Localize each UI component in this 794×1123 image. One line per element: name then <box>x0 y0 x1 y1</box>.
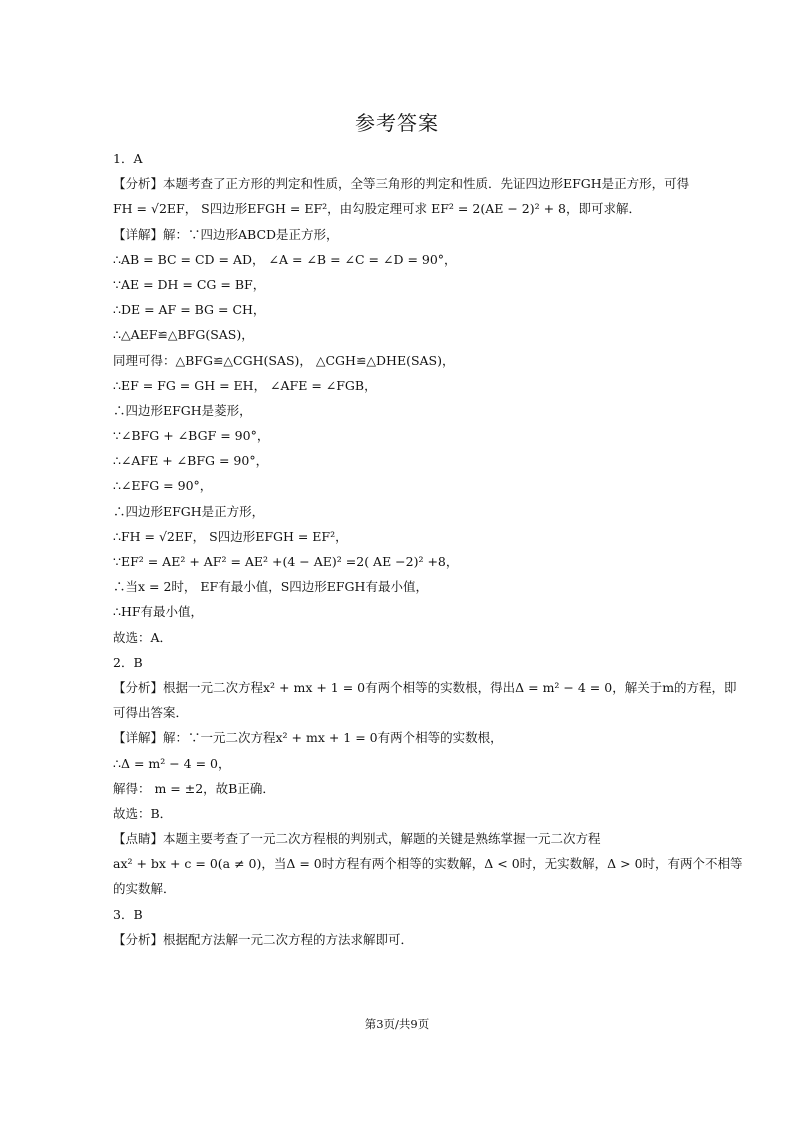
text-line: ∵AE = DH = CG = BF， <box>113 276 266 292</box>
text-line: ∴FH = √2EF， S四边形EFGH = EF²， <box>113 528 348 544</box>
text-line: ∴四边形EFGH是正方形， <box>113 503 265 519</box>
answer-content <box>113 146 743 952</box>
text-line: ∴四边形EFGH是菱形， <box>113 402 252 418</box>
text-line: 【点睛】本题主要考查了一元二次方程根的判别式，解题的关键是熟练掌握一元二次方程 <box>113 831 601 847</box>
text-line: ax² + bx + c = 0(a ≠ 0)，当Δ = 0时方程有两个相等的实数解，Δ < 0时，无实数解，Δ > 0时，有两个不相等 <box>113 856 743 872</box>
text-line: ∴Δ = m² − 4 = 0， <box>113 755 231 771</box>
text-line: 2．B <box>113 654 143 670</box>
text-line: ∴△AEF≌△BFG(SAS)， <box>113 327 254 343</box>
text-line: ∴∠AFE + ∠BFG = 90°， <box>113 453 269 469</box>
text-line: 【详解】解：∵四边形ABCD是正方形， <box>113 226 339 242</box>
text-line: ∵EF² = AE² + AF² = AE² +(4 − AE)² =2( AE −2)² +8， <box>113 554 459 569</box>
text-line: 【分析】根据一元二次方程x² + mx + 1 = 0有两个相等的实数根，得出Δ = m² − 4 = 0，解关于m的方程，即 <box>113 679 737 695</box>
text-line: 可得出答案． <box>113 705 189 721</box>
text-line: 解得： m = ±2，故B正确． <box>113 780 275 796</box>
text-line: 故选：B． <box>113 805 173 821</box>
text-line: 【详解】解：∵一元二次方程x² + mx + 1 = 0有两个相等的实数根， <box>113 730 503 746</box>
text-line: ∵∠BFG + ∠BGF = 90°， <box>113 428 270 444</box>
page-title: 参考答案 <box>355 111 439 135</box>
text-line: 同理可得：△BFG≌△CGH(SAS)， △CGH≌△DHE(SAS)， <box>113 352 455 368</box>
text-line: ∴EF = FG = GH = EH， ∠AFE = ∠FGB， <box>113 377 377 393</box>
text-line: 故选：A． <box>113 629 173 645</box>
text-line: ∴DE = AF = BG = CH， <box>113 302 266 318</box>
text-line: 3．B <box>113 906 143 922</box>
text-line: 1．A <box>113 151 143 166</box>
text-line: ∴当x = 2时， EF有最小值，S四边形EFGH有最小值， <box>113 579 428 595</box>
text-line: 的实数解． <box>113 881 176 897</box>
text-line: 【分析】根据配方法解一元二次方程的方法求解即可． <box>113 931 414 947</box>
text-line: ∴AB = BC = CD = AD， ∠A = ∠B = ∠C = ∠D = 90°， <box>113 251 457 267</box>
text-line: ∴∠EFG = 90°， <box>113 478 213 494</box>
text-line: ∴HF有最小值， <box>113 604 204 620</box>
page-footer: 第3页/共9页 <box>364 1017 430 1031</box>
text-line: 【分析】本题考查了正方形的判定和性质，全等三角形的判定和性质．先证四边形EFGH是正方形，可得 <box>113 176 690 192</box>
text-line: FH = √2EF， S四边形EFGH = EF²，由勾股定理可求 EF² = 2(AE − 2)² + 8，即可求解． <box>113 201 641 217</box>
